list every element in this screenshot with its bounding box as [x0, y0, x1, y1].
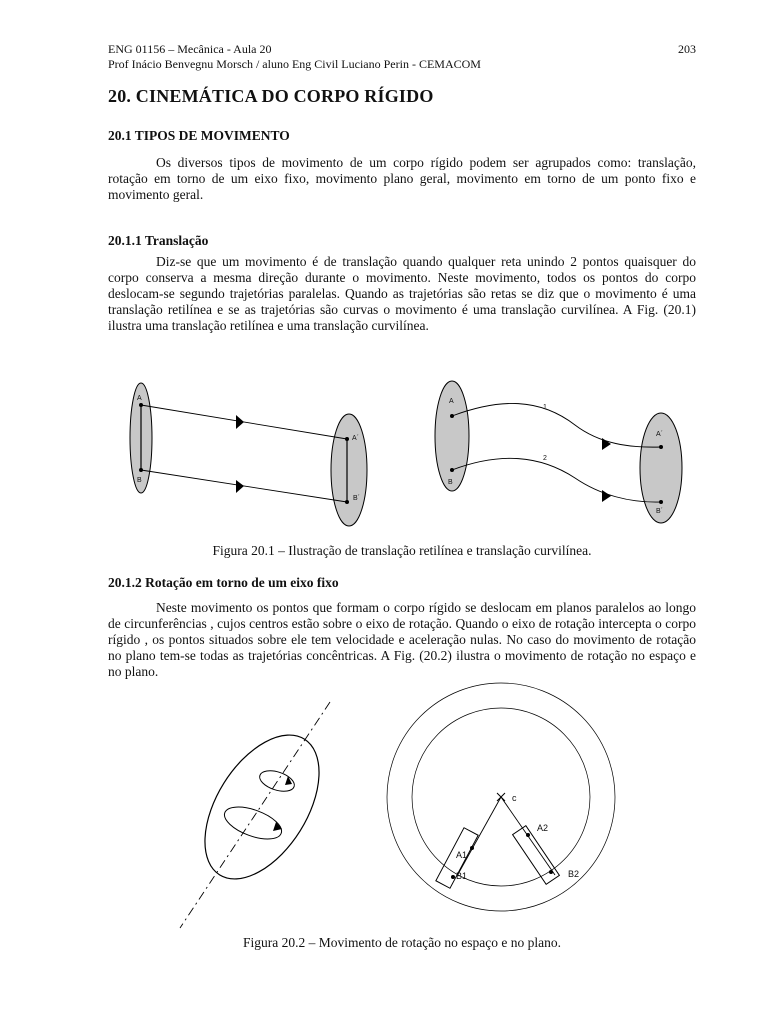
figure-translation-curved	[435, 381, 682, 523]
curved-body-right	[640, 413, 682, 523]
figure-translation-straight	[130, 383, 367, 526]
page-number: 203	[678, 42, 696, 56]
curve-path-2	[452, 458, 661, 502]
label-a: A	[137, 395, 142, 402]
header-course: ENG 01156 – Mecânica - Aula 20	[108, 42, 272, 56]
label-b1: B1	[456, 871, 468, 881]
section-heading-rotacao: 20.1.2 Rotação em torno de um eixo fixo	[108, 575, 339, 590]
chapter-title: 20. CINEMÁTICA DO CORPO RÍGIDO	[108, 86, 434, 106]
header-authors: Prof Inácio Benvegnu Morsch / aluno Eng Civil Luciano Perin - CEMACOM	[108, 57, 481, 71]
arrow-b	[236, 480, 244, 493]
curved-label-a: A	[449, 398, 454, 405]
rotation-axis	[180, 702, 330, 928]
curved-label-b: B	[448, 479, 453, 486]
label-b: B	[137, 477, 142, 484]
label-a1: A1	[456, 850, 468, 860]
label-b-prime: B´	[353, 495, 360, 502]
arrow-a	[236, 415, 244, 429]
center-point	[497, 793, 505, 801]
label-b2: B2	[568, 869, 580, 879]
curve-label-2: 2	[543, 455, 547, 462]
figure-rotation-space	[180, 702, 343, 928]
curve-label-1: 1	[543, 404, 547, 411]
curved-label-b-prime: B´	[656, 508, 663, 515]
circle-upper	[257, 767, 297, 795]
curved-label-a-prime: A´	[656, 431, 663, 438]
figure-caption-1: Figura 20.1 – Ilustração de translação retilínea e translação curvilínea.	[212, 543, 592, 558]
paragraph-rotacao: Neste movimento os pontos que formam o corpo rígido se deslocam em planos paralelos ao longo de circunferências , cujos centros estão sobre o eixo de rotação. Quando o eixo de rotação intercepta o corpo rígido , os pontos situados sobre ele tem velocidade e aceleração nulas. No caso do movimento de rotação no plano tem-se todas as trajetórias concêntricas. A Fig. (20.2) ilustra o movimento de rotação no espaço e no plano.	[108, 600, 696, 679]
rigid-body-ellipsoid	[181, 715, 342, 898]
paragraph-tipos: Os diversos tipos de movimento de um corpo rígido podem ser agrupados como: translação, rotação em torno de um eixo fixo, movimento plano geral, movimento em torno de um ponto fixo e movimento geral.	[108, 155, 696, 202]
body-ellipse-right	[331, 414, 367, 526]
section-heading-translacao: 20.1.1 Translação	[108, 233, 209, 248]
label-a-prime: A´	[352, 435, 359, 442]
paragraph-translacao: Diz-se que um movimento é de translação quando qualquer reta unindo 2 pontos quaisquer do corpo conserva a mesma direção durante o movimento. Neste movimento, todos os pontos do corpo deslocam-se segundo trajetórias paralelas. Quando as trajetórias são retas se diz que o movimento é uma translação retilínea e se as trajetórias são curvas o movimento é uma translação curvilínea. A Fig. (20.1) ilustra uma translação retilínea e uma translação curvilínea.	[108, 254, 696, 333]
section-heading-tipos: 20.1 TIPOS DE MOVIMENTO	[108, 128, 290, 143]
body-bar-2	[513, 826, 560, 885]
curve-path-1	[452, 403, 661, 447]
label-a2: A2	[537, 823, 549, 833]
figure-caption-2: Figura 20.2 – Movimento de rotação no espaço e no plano.	[243, 935, 561, 950]
radius-left	[457, 797, 501, 876]
label-c: c	[512, 793, 517, 803]
figure-rotation-plane	[387, 683, 615, 911]
